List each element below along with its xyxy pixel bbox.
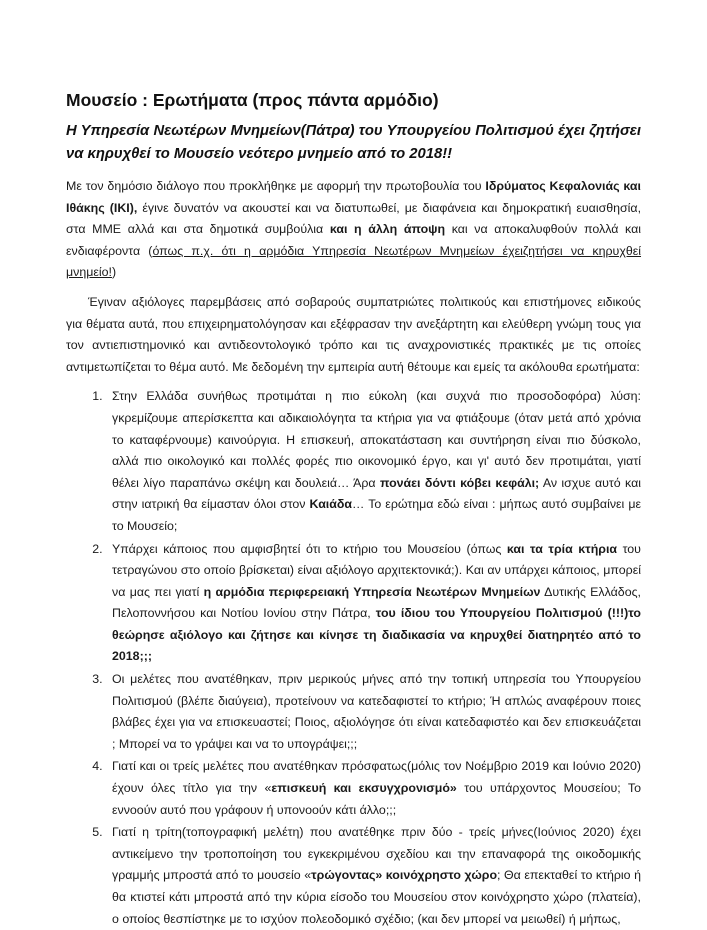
intro-text-4: )	[111, 265, 117, 280]
list-item	[106, 386, 641, 537]
intro-text-2: έγινε δυνατόν να ακουστεί και να διατυπωθεί, με διαφάνεια και δημοκρατική ευαισθησία, στα ΜΜΕ αλλά και στα δημοτικά συμβούλια	[66, 200, 642, 237]
list-item	[106, 539, 641, 669]
item-bold: Καιάδα	[309, 497, 353, 512]
item-text: Στην Ελλάδα συνήθως προτιμάται η πιο εύκολη (και συχνά πιο προσοδοφόρα) λύση: γκρεμίζουμε απερίσκεπτα και αδικαιολόγητα τα κτήρια για να φτιάξουμε (όταν μετά από χρόνια το καταφέρνουμε) καινούργια. Η επισκευή, αποκατάσταση και συντήρηση είναι πιο δύσκολο, αλλά πιο οικολογικό και πολλές φορές πιο οικονομικό έργο, και γι' αυτό δεν προτιμάται, γιατί θέλει λίγο παραπάνω σκέψη και δουλειά… Άρα	[112, 389, 641, 490]
intro-underlined: όπως π.χ. ότι η αρμόδια Υπηρεσία Νεωτέρων Μνημείων έχειζητήσει να κηρυχθεί μνημείο!	[66, 243, 642, 280]
item-text: του υπάρχοντος Μουσείου; Το εννοούν αυτό που γράφουν ή υπονοούν κάτι άλλο;;;	[112, 781, 641, 817]
list-item	[106, 669, 641, 755]
list-item	[106, 822, 641, 930]
item-text: Γιατί η τρίτη(τοπογραφική μελέτη) που ανατέθηκε πριν δύο - τρείς μήνες(Ιούνιος 2020) έχει αντικείμενο την τροποποίηση του εγκεκριμένου σχεδίου και την επαναφορά της οικοδομικής γραμμής μπροστά από το μουσείο «	[112, 825, 641, 883]
item-bold: του ίδιου του Υπουργείου Πολιτισμού (!!!)το θεώρησε αξιόλογο και ζήτησε και κίνησε τη διαδικασία να κηρυχθεί διατηρητέο από το 2018;;;	[112, 606, 641, 664]
item-bold: πονάει δόντι κόβει κεφάλι;	[379, 475, 540, 490]
item-bold: επισκευή και εκσυγχρονισμό»	[271, 781, 457, 796]
intro-text-1: Με τον δημόσιο διάλογο που προκλήθηκε με αφορμή την πρωτοβουλία του	[66, 179, 486, 193]
item-bold: και τα τρία κτήρια	[506, 541, 617, 556]
item-text: Γιατί και οι τρείς μελέτες που ανατέθηκαν πρόσφατως(μόλις τον Νοέμβριο 2019 και Ιούνιο 2020) έχουν όλες τίτλο για την «	[112, 759, 641, 796]
item-text: … Το ερώτημα εδώ είναι : μήπως αυτό συμβαίνει με το Μουσείο;	[112, 497, 641, 533]
list-item	[106, 756, 641, 821]
intro-paragraph	[66, 176, 641, 284]
intro-bold-2: και η άλλη άποψη	[329, 222, 446, 237]
item-text: Υπάρχει κάποιος που αμφισβητεί ότι το κτήριο του Μουσείου (όπως	[112, 541, 507, 556]
questions-list	[66, 386, 641, 930]
intro-bold-1: Ιδρύματος Κεφαλονιάς και Ιθάκης (ΙΚΙ),	[66, 179, 641, 215]
item-bold: η αρμόδια περιφερειακή Υπηρεσία Νεωτέρων Μνημείων	[203, 584, 541, 599]
item-text: του τετραγώνου στο οποίο βρίσκεται) είναι αξιόλογο αρχιτεκτονικά;). Και αν υπάρχει κάποιος, μπορεί να μας πει γιατί	[112, 541, 641, 599]
item-text: Δυτικής Ελλάδος, Πελοποννήσου και Νοτίου Ιονίου στην Πάτρα,	[112, 584, 641, 621]
document-subtitle: Η Υπηρεσία Νεωτέρων Μνημείων(Πάτρα) του Υπουργείου Πολιτισμού έχει ζητήσει να κηρυχθεί το Μουσείο νεότερο μνημείο από το 2018!!	[66, 123, 641, 162]
intro-text-3: και να αποκαλυφθούν πολλά και ενδιαφέροντα (	[66, 222, 641, 258]
item-text: Οι μελέτες που ανατέθηκαν, πριν μερικούς μήνες από την τοπική υπηρεσία του Υπουργείου Πολιτισμού (βλέπε διαύγεια), προτείνουν να κατεδαφιστεί το κτήριο; Ή απλώς αναφέρουν ποιες βλάβες έχει για να επισκευαστεί; Ποιος, αξιολόγησε ότι είναι κατεδαφιστέο και δεν επισκευάζεται ; Μπορεί να το γράψει και να το υπογράψει;;;	[112, 672, 641, 751]
document-title: Μουσείο : Ερωτήματα (προς πάντα αρμόδιο)	[66, 90, 439, 110]
item-text: Αν ισχυε αυτό και στην ιατρική θα είμασταν όλοι στον	[112, 475, 641, 512]
item-bold: τρώγοντας» κοινόχρηστο χώρο	[311, 868, 498, 883]
second-paragraph: Έγιναν αξιόλογες παρεμβάσεις από σοβαρούς συμπατριώτες πολιτικούς και επιστήμονες ειδικούς για θέματα αυτά, που επιχειρηματολόγησαν και εξέφρασαν την ανεξάρτητη και ελεύθερη γνώμη τους για τον αντιεπιστημονικό και αντιδεοντολογικό τρόπο και τις αναχρονιστικές πρακτικές με τις οποίες αντιμετωπίζεται το θέμα αυτό. Με δεδομένη την εμπειρία αυτή θέτουμε και εμείς τα ακόλουθα ερωτήματα:	[66, 294, 641, 374]
item-text: ; Θα επεκταθεί το κτήριο ή θα κτιστεί κάτι μπροστά από την κύρια είσοδο του Μουσείου στον κοινόχρηστο χώρο (πλατεία), ο οποίος θεσπίστηκε με το ισχύον πολεοδομικό σχέδιο; (και δεν μπορεί να μειωθεί) ή μήπως,	[112, 868, 641, 926]
